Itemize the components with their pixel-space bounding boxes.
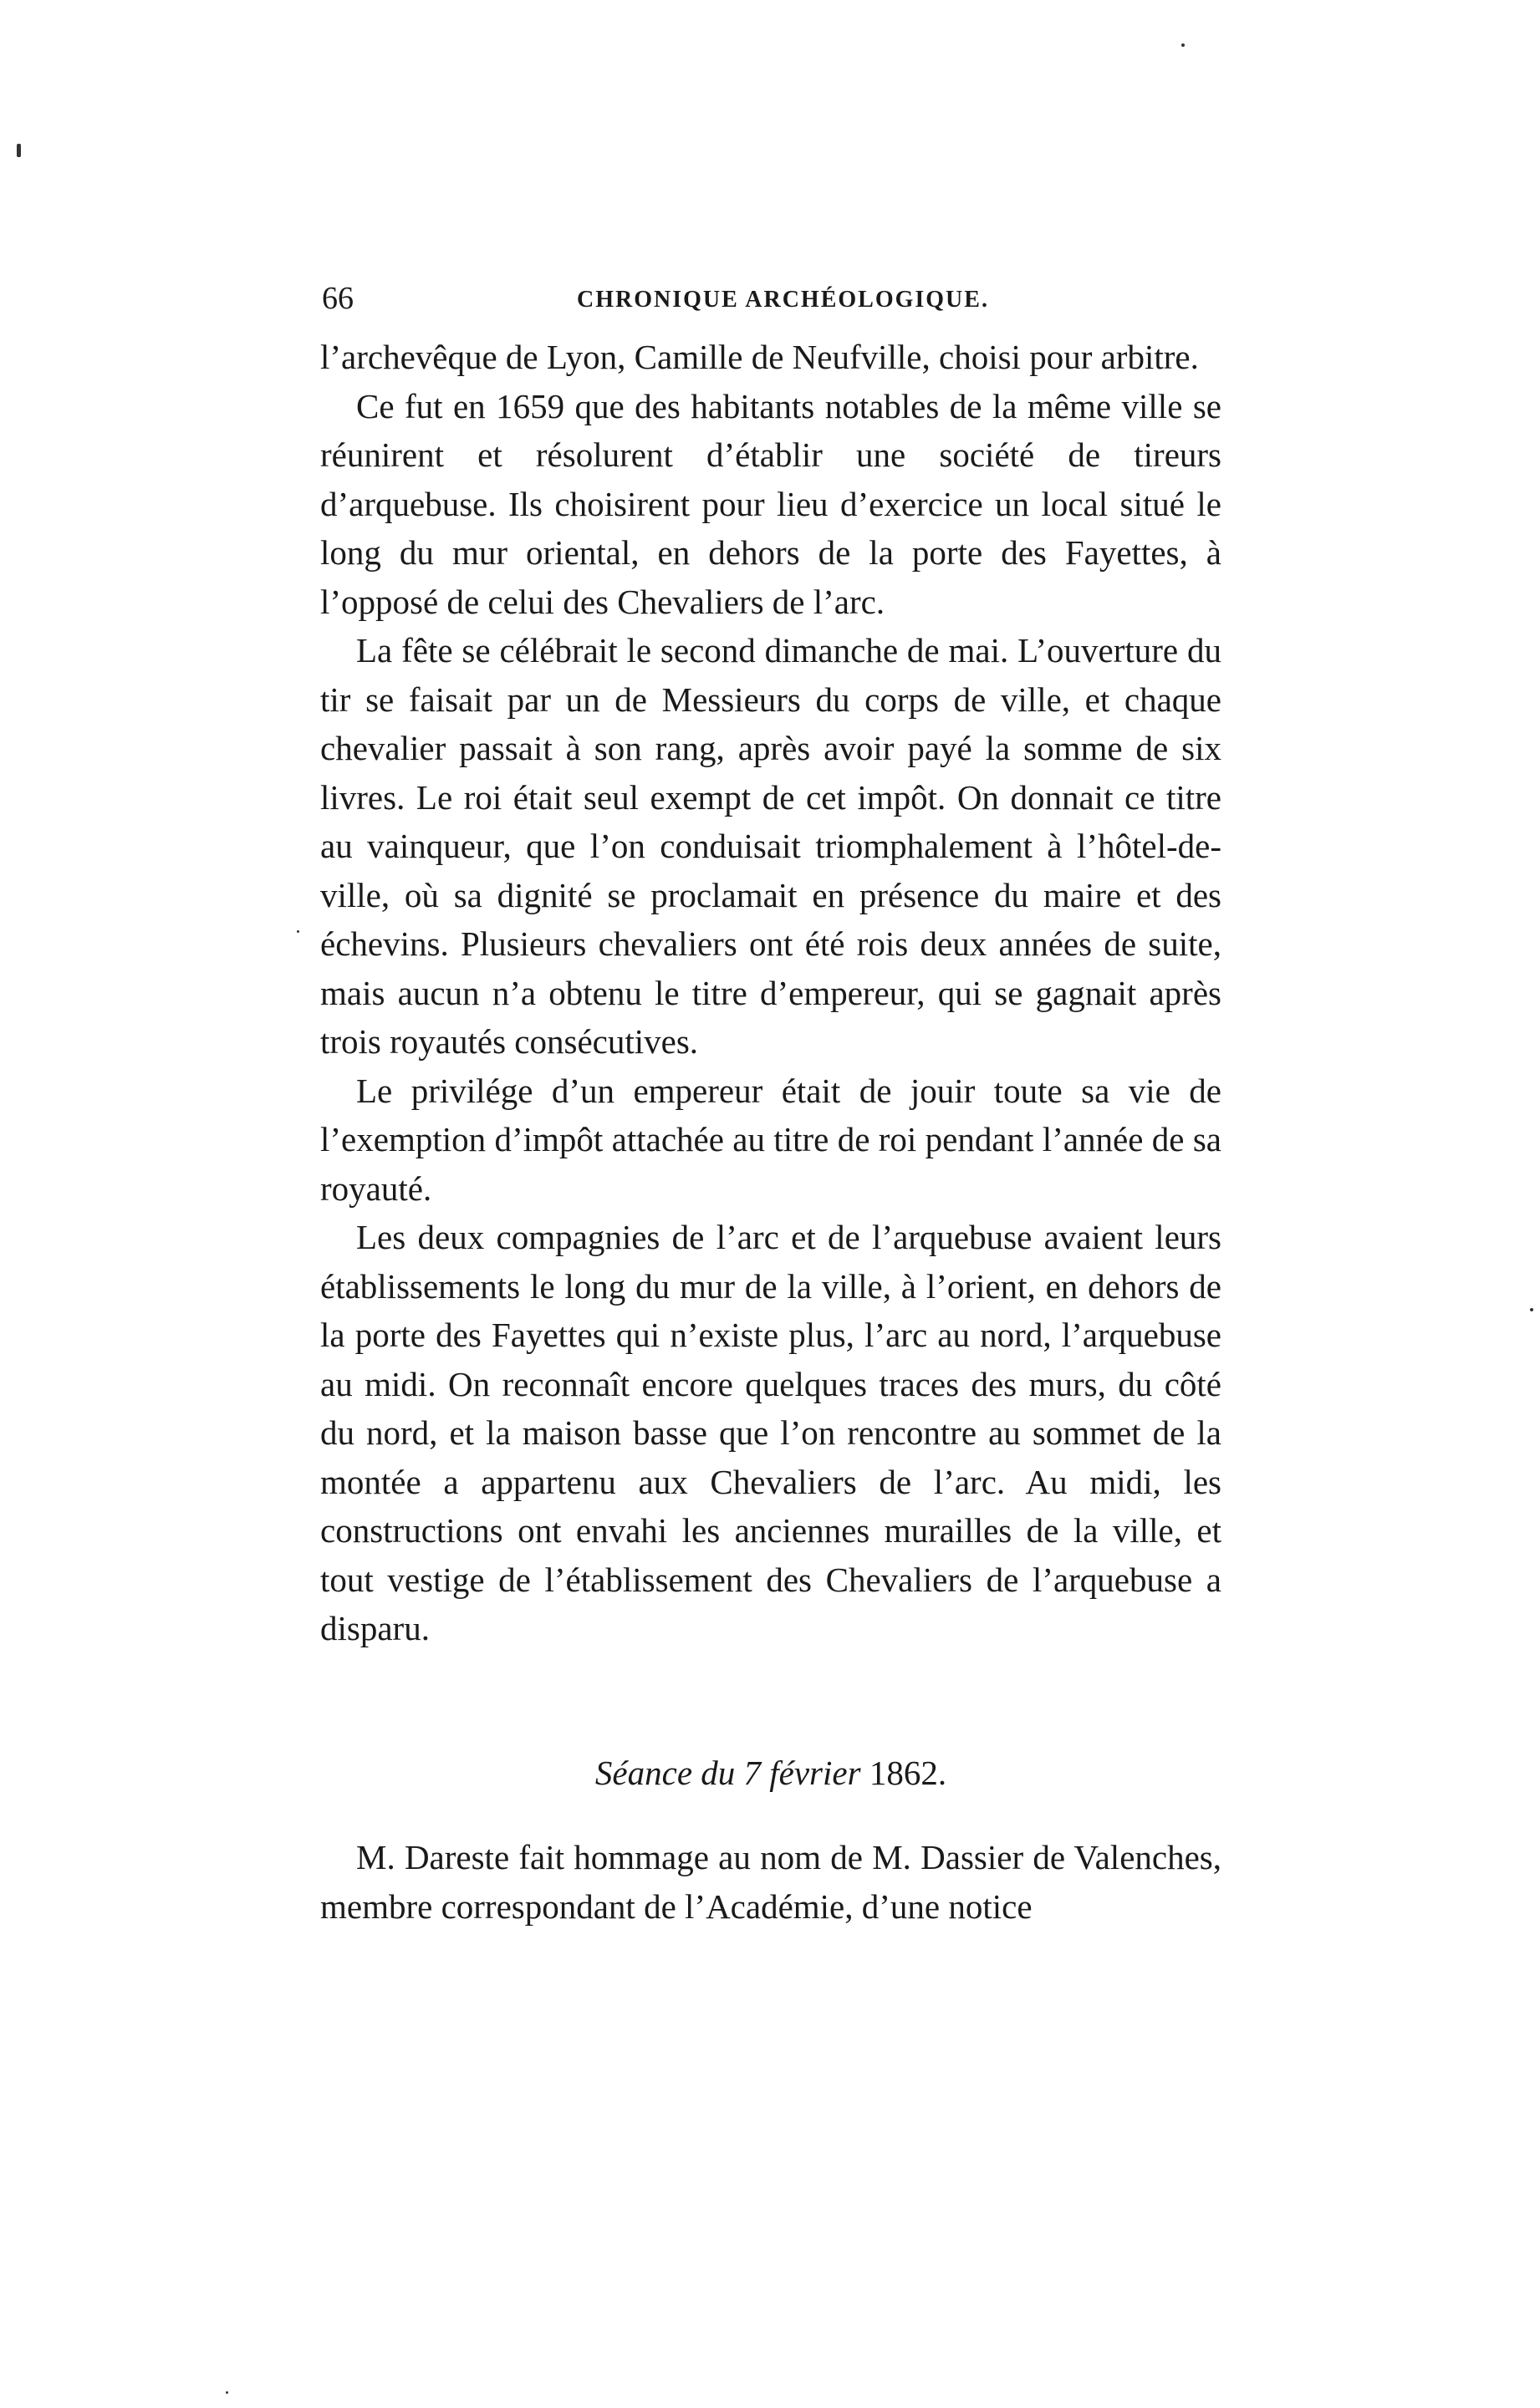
section-heading-year: 1862.	[869, 1754, 947, 1792]
page-header	[322, 280, 1221, 330]
paragraph-continuation: l’archevêque de Lyon, Camille de Neufville, choisi pour arbitre.	[320, 338, 1199, 376]
paragraph-dareste: M. Dareste fait hommage au nom de M. Dassier de Valenches, membre correspondant de l’Académie, d’une notice	[320, 1838, 1221, 1926]
page-number: 66	[322, 281, 354, 316]
running-title: CHRONIQUE ARCHÉOLOGIQUE.	[577, 287, 989, 313]
section-heading	[320, 1749, 1221, 1797]
paragraph-festival: La fête se célébrait le second dimanche de mai. L’ouverture du tir se faisait par un de Messieurs du corps de ville, et chaque chevalier passait à son rang, après avoir payé la somme de six livres. Le roi était seul exempt de cet impôt. On donnait ce titre au vainqueur, que l’on conduisait triomphalement à l’hôtel-de-ville, où sa dignité se proclamait en présence du maire et des échevins. Plusieurs chevaliers ont été rois deux années de suite, mais aucun n’a obtenu le titre d’empereur, qui se gagnait après trois royautés consécutives.	[320, 631, 1221, 1061]
section-heading-date: Séance du 7 février	[594, 1754, 861, 1792]
paragraph-emperor-privilege: Le privilége d’un empereur était de jouir toute sa vie de l’exemption d’impôt attachée au titre de roi pendant l’année de sa royauté.	[320, 1071, 1221, 1208]
paragraph-establishments: Les deux compagnies de l’arc et de l’arquebuse avaient leurs établissements le long du mur de la ville, à l’orient, en dehors de la porte des Fayettes qui n’existe plus, l’arc au nord, l’arquebuse au midi. On reconnaît encore quelques traces des murs, du côté du nord, et la maison basse que l’on rencontre au sommet de la montée a appartenu aux Chevaliers de l’arc. Au midi, les constructions ont envahi les anciennes murailles de la ville, et tout vestige de l’établissement des Chevaliers de l’arquebuse a disparu.	[320, 1218, 1221, 1647]
closing-text	[320, 1833, 1221, 1931]
body-text	[320, 333, 1221, 1653]
paragraph-arquebuse-society: Ce fut en 1659 que des habitants notables de la même ville se réunirent et résolurent d’établir une société de tireurs d’arquebuse. Ils choisirent pour lieu d’exercice un local situé le long du mur oriental, en dehors de la porte des Fayettes, à l’opposé de celui des Chevaliers de l’arc.	[320, 386, 1221, 621]
